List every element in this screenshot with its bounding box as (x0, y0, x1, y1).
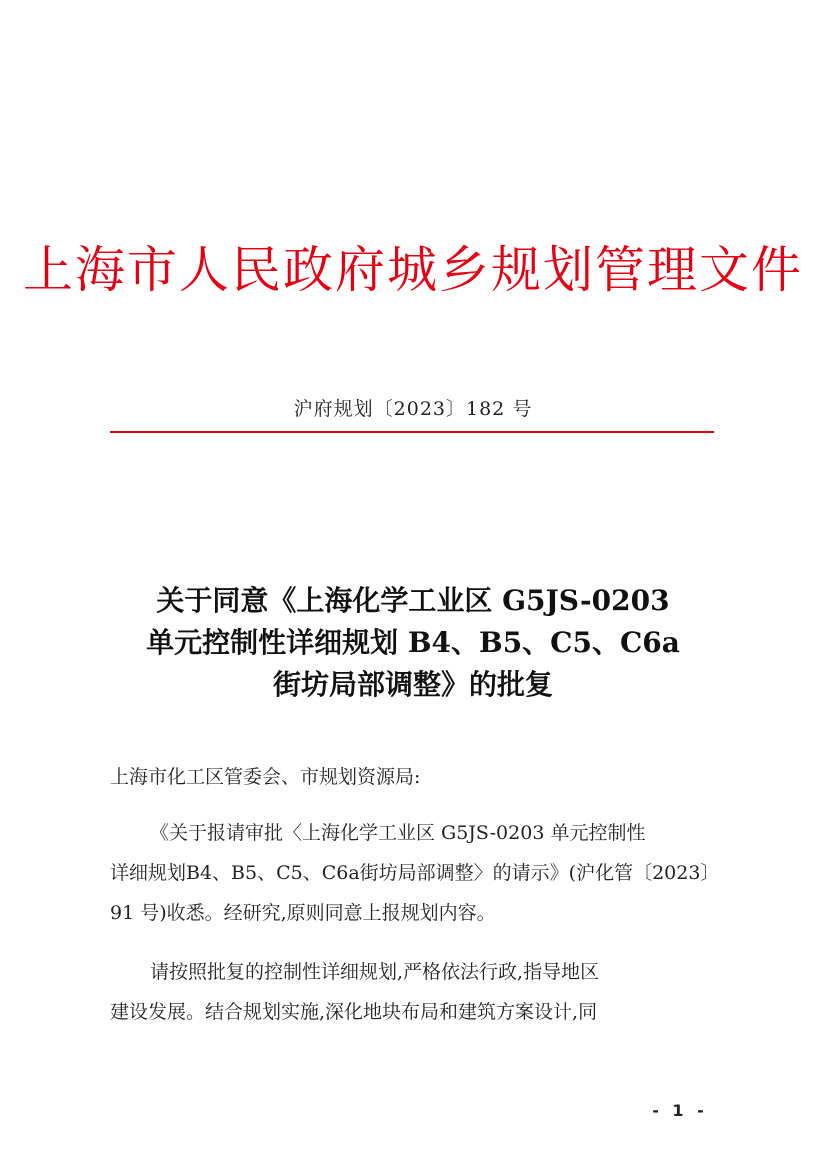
organization-header: 上海市人民政府城乡规划管理文件 (23, 241, 803, 299)
paragraph-line: 《关于报请审批〈上海化学工业区 G5JS-0203 单元控制性 (150, 822, 646, 844)
document-number: 沪府规划〔2023〕182 号 (293, 398, 533, 420)
paragraph-reply (110, 813, 720, 933)
paragraph-line: 建设发展。结合规划实施,深化地块布局和建筑方案设计,同 (110, 1001, 598, 1023)
paragraph-line: 91 号)收悉。经研究,原则同意上报规划内容。 (110, 902, 496, 924)
paragraph-instructions (110, 952, 714, 1032)
paragraph-line: 详细规划B4、B5、C5、C6a街坊局部调整〉的请示》(沪化管〔2023〕 (110, 862, 720, 884)
header-divider (110, 431, 714, 433)
title-line: 单元控制性详细规划 B4、B5、C5、C6a (146, 626, 680, 659)
document-title (0, 580, 826, 706)
salutation: 上海市化工区管委会、市规划资源局: (110, 766, 421, 788)
paragraph-line: 请按照批复的控制性详细规划,严格依法行政,指导地区 (150, 961, 600, 983)
page-number: - 1 - (652, 1101, 708, 1120)
title-line: 关于同意《上海化学工业区 G5JS-0203 (156, 584, 670, 617)
title-line: 街坊局部调整》的批复 (272, 668, 553, 701)
